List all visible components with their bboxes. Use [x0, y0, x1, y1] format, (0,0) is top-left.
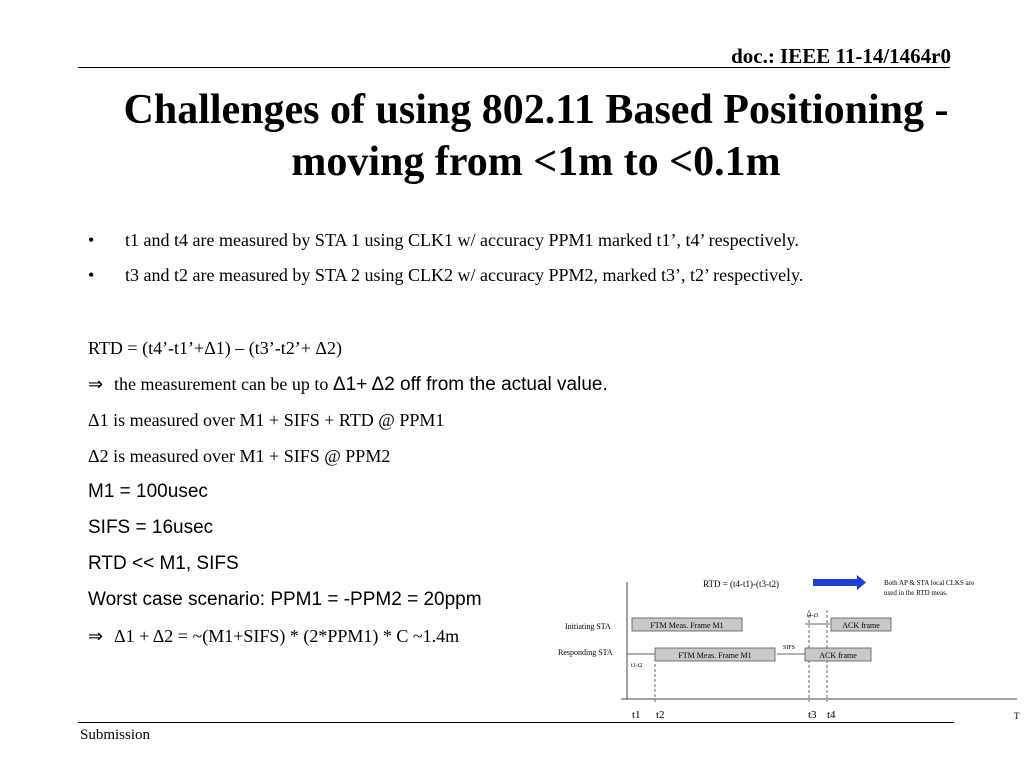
bullet-item	[88, 230, 1018, 265]
tick-label-t4: t4	[827, 709, 836, 721]
slide-title	[60, 84, 1012, 188]
title-line-1: Challenges of using 802.11 Based Positioning -	[123, 87, 949, 133]
ack-frame-label: ACK frame	[842, 621, 880, 630]
tick-label-t2: t2	[656, 709, 665, 721]
body-text	[88, 336, 608, 660]
header-divider	[78, 67, 950, 68]
rtd-formula: RTD = (t4-t1)-(t3-t2)	[703, 579, 780, 589]
implication-prefix: the measurement can be up to	[114, 374, 333, 394]
rtd-equation: RTD = (t4’-t1’+Δ1) – (t3’-t2’+ Δ2)	[88, 338, 342, 358]
ftm-timing-diagram	[555, 570, 1024, 722]
responding-sta-label: Responding STA	[558, 648, 613, 657]
t1-t2-label: t1-t2	[631, 663, 643, 669]
ack-frame-label: ACK frame	[819, 651, 857, 660]
arrow-right-icon	[813, 575, 866, 590]
implication-line-2	[88, 624, 608, 660]
footer-divider	[78, 722, 954, 723]
bullet-item	[88, 265, 1018, 300]
ftm-frame-label: FTM Meas. Frame M1	[678, 651, 752, 660]
note-line-2: used in the RTD meas.	[884, 589, 948, 597]
bullet-dot-icon: •	[88, 265, 95, 285]
sifs-label: SIFS	[783, 645, 796, 651]
bullet-list	[88, 230, 1018, 300]
bullet-text: t3 and t2 are measured by STA 2 using CLK2 w/ accuracy PPM2, marked t3’, t2’ respectively.	[125, 265, 804, 285]
m1-line: M1 = 100usec	[88, 481, 208, 502]
title-line-2: moving from <1m to <0.1m	[291, 139, 781, 185]
bullet-dot-icon: •	[88, 230, 95, 250]
implication-line-1	[88, 372, 608, 408]
delta2-line: Δ2 is measured over M1 + SIFS @ PPM2	[88, 446, 391, 466]
axis-label-t: T	[1014, 711, 1020, 721]
implication-value: Δ1+ Δ2 off from the actual value.	[332, 374, 608, 395]
implies-icon: ⇒	[88, 374, 104, 394]
sifs-line: SIFS = 16usec	[88, 517, 214, 538]
ftm-frame-label: FTM Meas. Frame M1	[650, 621, 724, 630]
delta1-line: Δ1 is measured over M1 + SIFS + RTD @ PPM1	[88, 410, 445, 430]
implies-icon: ⇒	[88, 626, 104, 646]
implication-2-text: Δ1 + Δ2 = ~(M1+SIFS) * (2*PPM1) * C ~1.4m	[114, 626, 460, 646]
tick-label-t3: t3	[808, 709, 817, 721]
initiating-sta-label: Initiating STA	[565, 622, 611, 631]
document-id: doc.: IEEE 11-14/1464r0	[731, 44, 951, 68]
bullet-text: t1 and t4 are measured by STA 1 using CLK1 w/ accuracy PPM1 marked t1’, t4’ respectively.	[125, 230, 799, 250]
worst-case-line: Worst case scenario: PPM1 = -PPM2 = 20ppm	[88, 589, 482, 610]
tick-label-t1: t1	[632, 709, 641, 721]
note-line-1: Both AP & STA local CLKS are	[884, 579, 975, 587]
t4-t3-label: t4-t3	[807, 613, 819, 619]
footer-label: Submission	[80, 727, 151, 743]
rtd-compare-line: RTD << M1, SIFS	[88, 553, 239, 574]
